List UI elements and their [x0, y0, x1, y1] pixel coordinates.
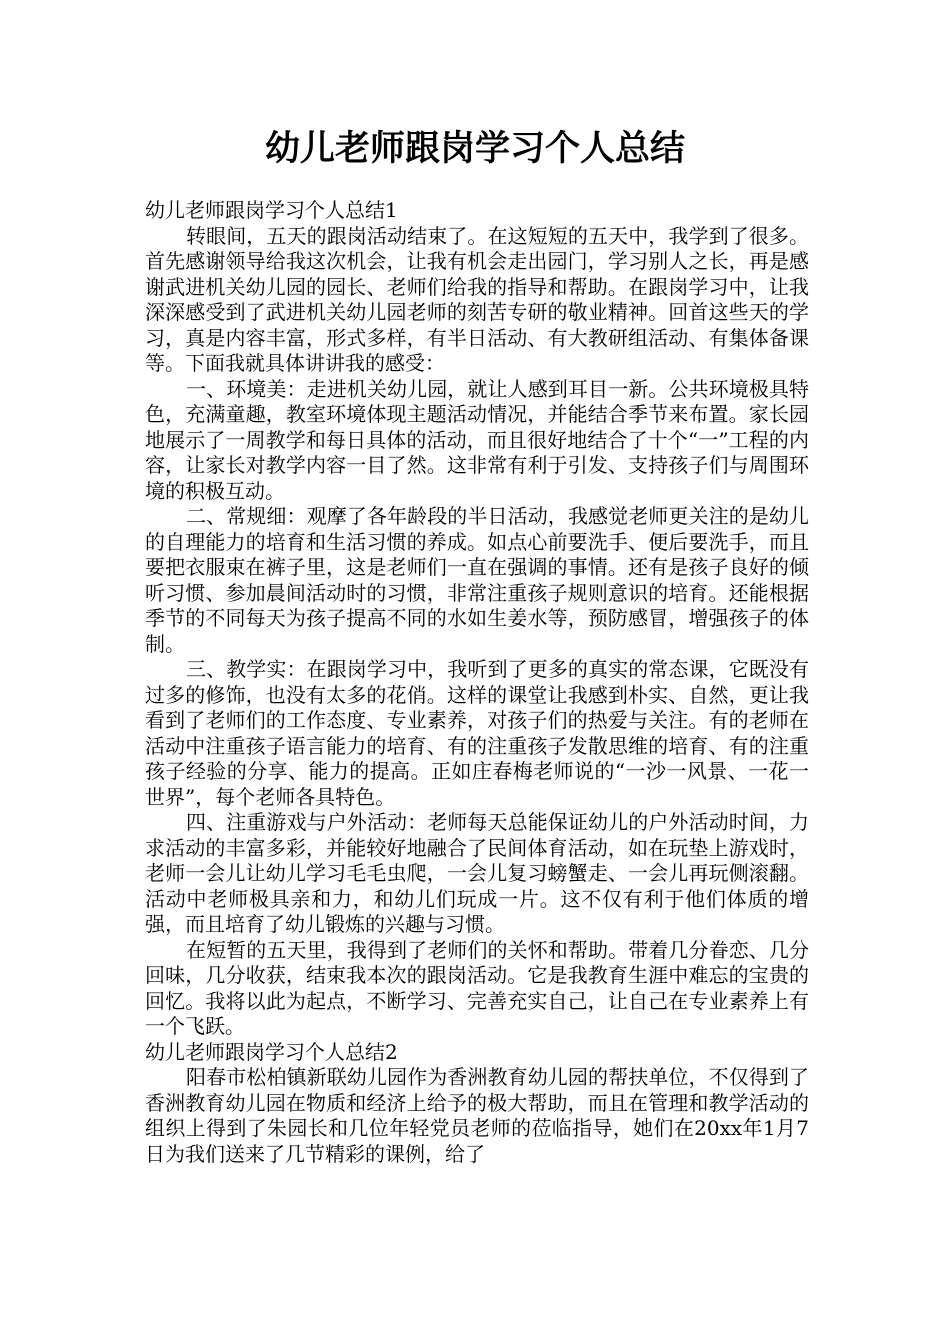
body-paragraph: 四、注重游戏与户外活动：老师每天总能保证幼儿的户外活动时间，力求活动的丰富多彩，并能较好地融合了民间体育活动，如在玩垫上游戏时，老师一会儿让幼儿学习毛毛虫爬，一会儿复习螃蟹走、一会儿再玩侧滚翻。活动中老师极具亲和力，和幼儿们玩成一片。这不仅有利于他们体质的增强，而且培育了幼儿锻炼的兴趣与习惯。 [145, 810, 809, 936]
body-paragraph: 在短暂的五天里，我得到了老师们的关怀和帮助。带着几分眷恋、几分回味，几分收获，结束我本次的跟岗活动。它是我教育生涯中难忘的宝贵的回忆。我将以此为起点，不断学习、完善充实自己，让自己在专业素养上有一个飞跃。 [145, 937, 809, 1038]
body-paragraph: 阳春市松柏镇新联幼儿园作为香洲教育幼儿园的帮扶单位，不仅得到了香洲教育幼儿园在物质和经济上给予的极大帮助，而且在管理和教学活动的组织上得到了朱园长和几位年轻党员老师的莅临指导，她们在20xx年1月7日为我们送来了几节精彩的课例，给了 [145, 1065, 809, 1166]
body-paragraph: 一、环境美：走进机关幼儿园，就让人感到耳目一新。公共环境极具特色，充满童趣，教室环境体现主题活动情况，并能结合季节来布置。家长园地展示了一周教学和每日具体的活动，而且很好地结合了十个“一”工程的内容，让家长对教学内容一目了然。这非常有利于引发、支持孩子们与周围环境的积极互动。 [145, 376, 809, 503]
document-body [145, 198, 809, 1167]
body-paragraph: 三、教学实：在跟岗学习中，我听到了更多的真实的常态课，它既没有过多的修饰，也没有太多的花俏。这样的课堂让我感到朴实、自然，更让我看到了老师们的工作态度、专业素养，对孩子们的热爱与关注。有的老师在活动中注重孩子语言能力的培育、有的注重孩子发散思维的培育、有的注重孩子经验的分享、能力的提高。正如庄春梅老师说的“一沙一风景、一花一世界”，每个老师各具特色。 [145, 657, 809, 809]
body-paragraph: 转眼间，五天的跟岗活动结束了。在这短短的五天中，我学到了很多。首先感谢领导给我这次机会，让我有机会走出园门，学习别人之长，再是感谢武进机关幼儿园的园长、老师们给我的指导和帮助。在跟岗学习中，让我深深感受到了武进机关幼儿园老师的刻苦专研的敬业精神。回首这些天的学习，真是内容丰富，形式多样，有半日活动、有大教研组活动、有集体备课等。下面我就具体讲讲我的感受： [145, 223, 809, 375]
section-heading: 幼儿老师跟岗学习个人总结1 [145, 198, 398, 222]
document-title: 幼儿老师跟岗学习个人总结 [264, 129, 685, 169]
section-heading: 幼儿老师跟岗学习个人总结2 [145, 1039, 398, 1064]
body-paragraph: 二、常规细：观摩了各年龄段的半日活动，我感觉老师更关注的是幼儿的自理能力的培育和生活习惯的养成。如点心前要洗手、便后要洗手，而且要把衣服束在裤子里，这是老师们一直在强调的事情。还有是孩子良好的倾听习惯、参加晨间活动时的习惯，非常注重孩子规则意识的培育。还能根据季节的不同每天为孩子提高不同的水如生姜水等，预防感冒，增强孩子的体制。 [145, 504, 809, 656]
